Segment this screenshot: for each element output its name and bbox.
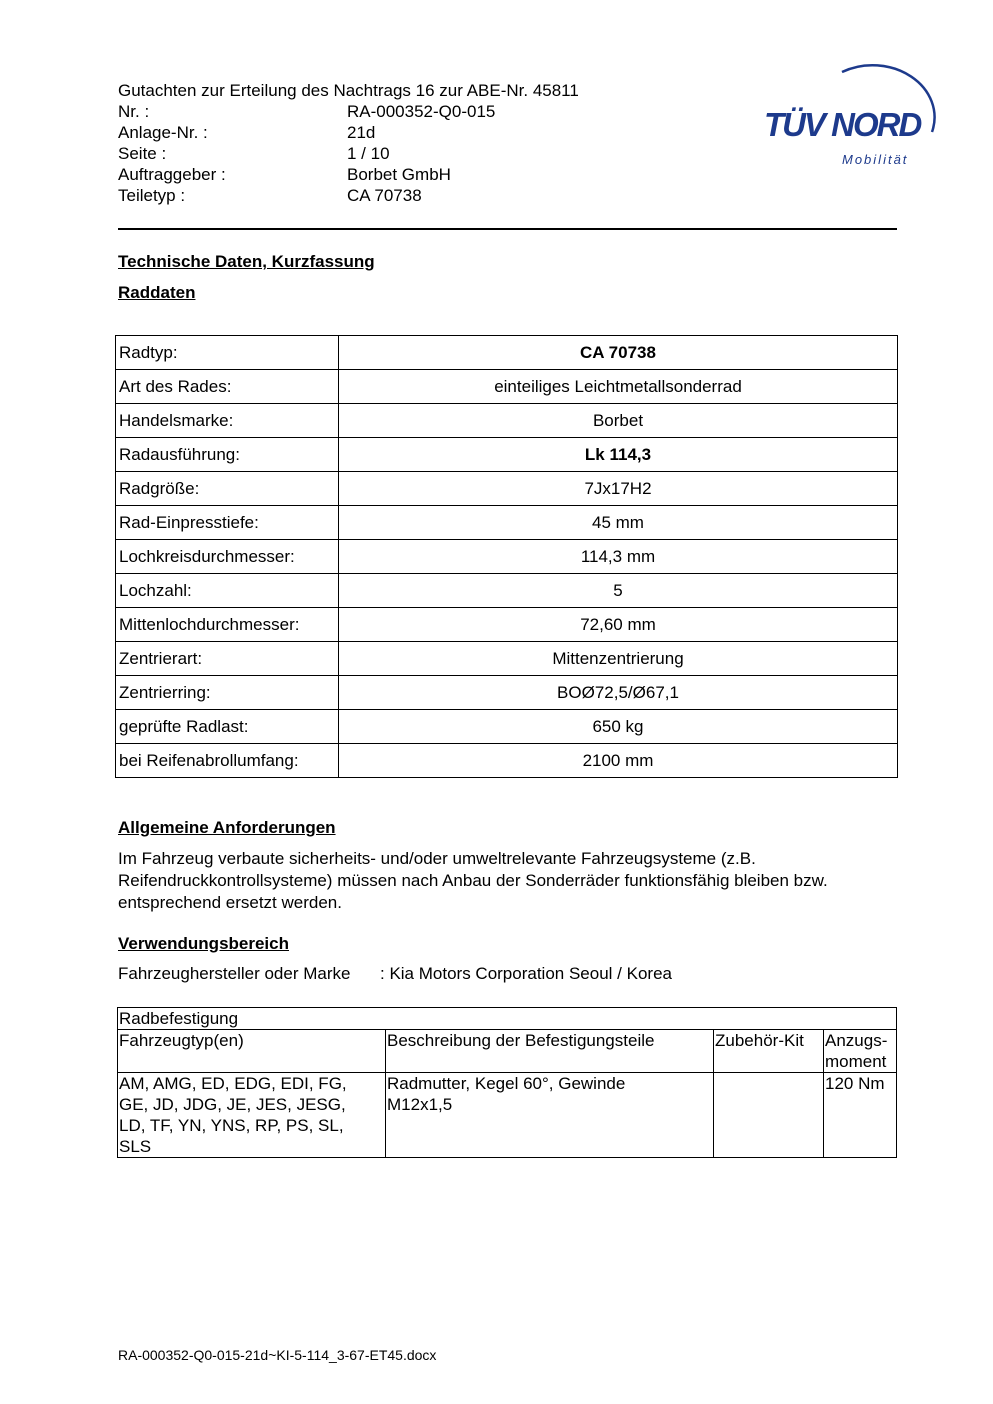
description-cell — [386, 1073, 714, 1158]
wheel-fixing-table — [117, 1007, 897, 1158]
header-label: Nr. : — [118, 102, 150, 121]
table-row — [116, 472, 898, 506]
header-row-seite — [118, 143, 579, 164]
requirements-text — [118, 848, 898, 914]
row-value: 45 mm — [339, 506, 898, 540]
row-label: bei Reifenabrollumfang: — [116, 744, 339, 778]
row-label: Art des Rades: — [116, 370, 339, 404]
usage-line — [118, 964, 672, 984]
table-row — [116, 642, 898, 676]
document-header — [118, 80, 579, 206]
row-value: 114,3 mm — [339, 540, 898, 574]
table-row — [116, 506, 898, 540]
usage-title: Verwendungsbereich — [118, 934, 289, 953]
vehicle-types-line: LD, TF, YN, YNS, RP, PS, SL, — [119, 1116, 344, 1135]
row-label: Rad-Einpresstiefe: — [116, 506, 339, 540]
description-line: M12x1,5 — [387, 1095, 453, 1114]
table-row — [116, 710, 898, 744]
row-value: 5 — [339, 574, 898, 608]
header-label: Seite : — [118, 144, 167, 163]
usage-label: Fahrzeughersteller oder Marke — [118, 964, 351, 983]
row-value: 650 kg — [339, 710, 898, 744]
header-label: Anlage-Nr. : — [118, 123, 208, 142]
table-row — [116, 370, 898, 404]
header-torque — [824, 1030, 897, 1073]
logo-subtitle: Mobilität — [842, 152, 909, 167]
table-header-row — [118, 1030, 897, 1073]
row-label: Radausführung: — [116, 438, 339, 472]
header-description: Beschreibung der Befestigungsteile — [386, 1030, 714, 1073]
requirements-title: Allgemeine Anforderungen — [118, 818, 336, 837]
header-torque-line: moment — [825, 1052, 887, 1071]
header-row-anlage — [118, 122, 579, 143]
vehicle-types-cell — [118, 1073, 386, 1158]
table-row — [116, 744, 898, 778]
row-label: Zentrierart: — [116, 642, 339, 676]
table-row — [116, 336, 898, 370]
section-title: Technische Daten, Kurzfassung — [118, 252, 375, 271]
tuv-nord-logo — [760, 56, 950, 176]
table-row — [116, 608, 898, 642]
row-label: Mittenlochdurchmesser: — [116, 608, 339, 642]
fixing-title: Radbefestigung — [118, 1008, 897, 1030]
table-row — [116, 574, 898, 608]
table-row — [116, 540, 898, 574]
vehicle-types-line: SLS — [119, 1137, 152, 1156]
table-row — [116, 676, 898, 710]
header-label: Teiletyp : — [118, 186, 186, 205]
row-label: Lochzahl: — [116, 574, 339, 608]
vehicle-types-line: GE, JD, JDG, JE, JES, JESG, — [119, 1095, 346, 1114]
requirements-line: Im Fahrzeug verbaute sicherheits- und/oder umweltrelevante Fahrzeugsysteme (z.B. — [118, 849, 756, 868]
row-label: Handelsmarke: — [116, 404, 339, 438]
header-kit: Zubehör-Kit — [714, 1030, 824, 1073]
description-line: Radmutter, Kegel 60°, Gewinde — [387, 1074, 626, 1093]
header-row-auftraggeber — [118, 164, 579, 185]
wheel-data-table — [115, 335, 898, 778]
usage-value: : Kia Motors Corporation Seoul / Korea — [380, 964, 672, 983]
header-label: Auftraggeber : — [118, 165, 226, 184]
row-label: Radgröße: — [116, 472, 339, 506]
row-value: 7Jx17H2 — [339, 472, 898, 506]
header-value: 21d — [347, 123, 376, 142]
table-row — [116, 404, 898, 438]
row-label: Radtyp: — [116, 336, 339, 370]
table-row — [118, 1073, 897, 1158]
header-value: CA 70738 — [347, 186, 422, 205]
row-label: geprüfte Radlast: — [116, 710, 339, 744]
table-row — [116, 438, 898, 472]
header-divider — [118, 228, 897, 230]
header-torque-line: Anzugs- — [825, 1031, 888, 1050]
header-value: RA-000352-Q0-015 — [347, 102, 496, 121]
tuv-nord-logo-graphic — [760, 56, 950, 176]
document-title: Gutachten zur Erteilung des Nachtrags 16 zur ABE-Nr. 45811 — [118, 81, 579, 100]
row-value: CA 70738 — [339, 336, 898, 370]
row-label: Lochkreisdurchmesser: — [116, 540, 339, 574]
row-label: Zentrierring: — [116, 676, 339, 710]
row-value: BOØ72,5/Ø67,1 — [339, 676, 898, 710]
header-value: Borbet GmbH — [347, 165, 451, 184]
row-value: 72,60 mm — [339, 608, 898, 642]
header-row-nr — [118, 101, 579, 122]
header-row-teiletyp — [118, 185, 579, 206]
row-value: 2100 mm — [339, 744, 898, 778]
kit-cell — [714, 1073, 824, 1158]
vehicle-types-line: AM, AMG, ED, EDG, EDI, FG, — [119, 1074, 347, 1093]
section-subtitle: Raddaten — [118, 283, 196, 302]
logo-wordmark: TÜV NORD — [764, 106, 921, 143]
requirements-line: entsprechend ersetzt werden. — [118, 893, 342, 912]
row-value: Mittenzentrierung — [339, 642, 898, 676]
footer-filename: RA-000352-Q0-015-21d~KI-5-114_3-67-ET45.docx — [118, 1347, 437, 1363]
header-vehicle-types: Fahrzeugtyp(en) — [118, 1030, 386, 1073]
requirements-line: Reifendruckkontrollsysteme) müssen nach Anbau der Sonderräder funktionsfähig bleiben bzw. — [118, 871, 828, 890]
row-value: Borbet — [339, 404, 898, 438]
torque-cell: 120 Nm — [824, 1073, 897, 1158]
header-value: 1 / 10 — [347, 144, 390, 163]
row-value: einteiliges Leichtmetallsonderrad — [339, 370, 898, 404]
row-value: Lk 114,3 — [339, 438, 898, 472]
table-row — [118, 1008, 897, 1030]
